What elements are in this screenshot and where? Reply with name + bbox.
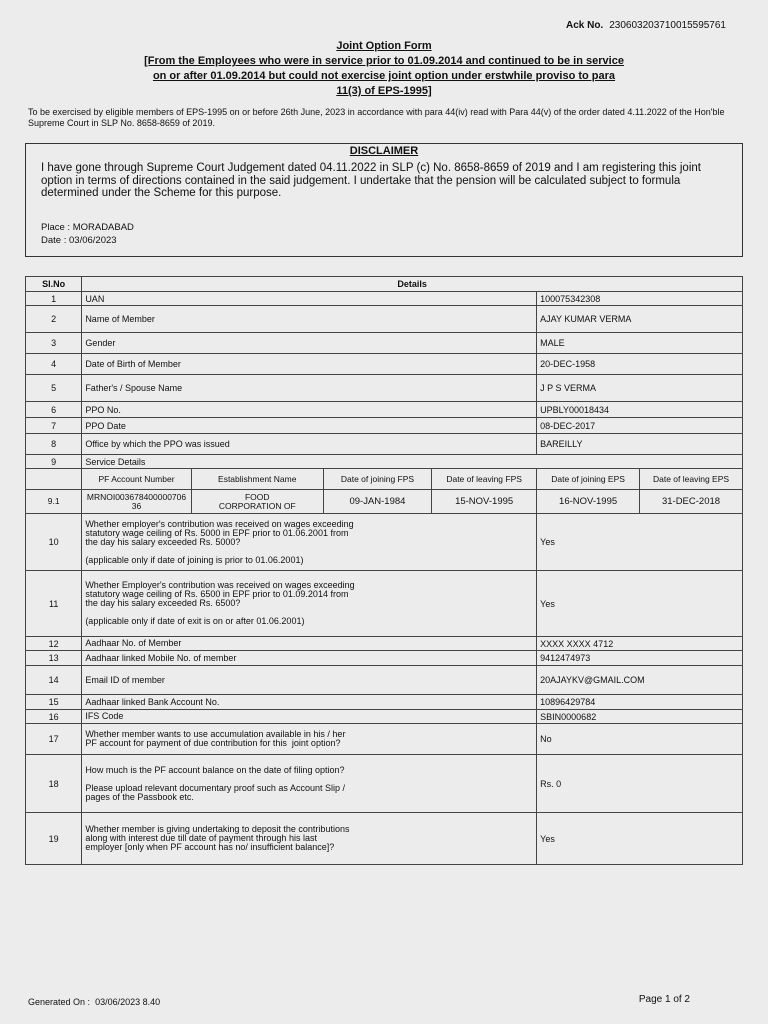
service-column-header: Establishment Name — [191, 469, 323, 490]
service-column-header: Date of joining FPS — [323, 469, 431, 490]
row-label: Date of Birth of Member — [82, 354, 537, 375]
table-row — [26, 651, 743, 666]
row-label: PPO No. — [82, 402, 537, 418]
table-row — [26, 375, 743, 402]
row-number: 8 — [26, 434, 82, 455]
table-row — [26, 666, 743, 695]
service-column-header: Date of joining EPS — [537, 469, 640, 490]
service-cell: 15-NOV-1995 — [432, 490, 537, 514]
service-cell: MRNOI003678400000706 36 — [82, 490, 191, 514]
title-line-3: on or after 01.09.2014 but could not exercise joint option under erstwhile proviso to para — [152, 70, 616, 82]
table-row — [26, 695, 743, 710]
table-row — [26, 354, 743, 375]
row-number: 19 — [26, 813, 82, 865]
table-row — [26, 637, 743, 651]
row-number: 10 — [26, 514, 82, 571]
row-value: 100075342308 — [537, 292, 743, 306]
row-label: Whether member wants to use accumulation available in his / her PF account for payment of due contribution for this joint option? — [82, 724, 537, 755]
place-value: MORADABAD — [72, 222, 134, 233]
row-value: Yes — [537, 571, 743, 637]
row-number: 7 — [26, 418, 82, 434]
header-slno: Sl.No — [26, 277, 82, 292]
table-row — [26, 813, 743, 865]
row-number: 2 — [26, 306, 82, 333]
row-label: Aadhaar linked Bank Account No. — [82, 695, 537, 710]
row-value: J P S VERMA — [537, 375, 743, 402]
row-value: Rs. 0 — [537, 755, 743, 813]
row-number: 16 — [26, 710, 82, 724]
page-number: Page 1 of 2 — [638, 994, 690, 1005]
table-row — [26, 402, 743, 418]
details-table — [25, 276, 743, 865]
row-number: 14 — [26, 666, 82, 695]
title-line-4: 11(3) of EPS-1995] — [336, 85, 432, 97]
row-label: Father's / Spouse Name — [82, 375, 537, 402]
row-label: Email ID of member — [82, 666, 537, 695]
date-value: 03/06/2023 — [69, 235, 117, 246]
row-label: Aadhaar linked Mobile No. of member — [82, 651, 537, 666]
service-cell: 16-NOV-1995 — [537, 490, 640, 514]
disclaimer-box — [25, 143, 743, 257]
row-label: Whether Employer's contribution was received on wages exceeding statutory wage ceiling of Rs. 6500 in EPF prior to 01.09.2014 from the day his salary exceeded Rs. 6500? (applicable only if date of exit is on or after 01.06.2001) — [82, 571, 537, 637]
row-value: 20-DEC-1958 — [537, 354, 743, 375]
service-column-header: PF Account Number — [82, 469, 191, 490]
date-line: Date : 03/06/2023 — [41, 235, 117, 246]
row-number: 6 — [26, 402, 82, 418]
row-number: 9 — [26, 455, 82, 469]
place-line: Place : MORADABAD — [41, 222, 134, 233]
row-label: Whether employer's contribution was received on wages exceeding statutory wage ceiling of Rs. 5000 in EPF prior to 01.06.2001 from the day his salary exceeded Rs. 5000? (applicable only if date of joining is prior to 01.06.2001) — [82, 514, 537, 571]
row-label: UAN — [82, 292, 537, 306]
row-value: UPBLY00018434 — [537, 402, 743, 418]
service-details-row — [26, 455, 743, 469]
row-number: 17 — [26, 724, 82, 755]
row-number: 13 — [26, 651, 82, 666]
table-row — [26, 292, 743, 306]
row-number: 9.1 — [26, 490, 82, 514]
row-number: 18 — [26, 755, 82, 813]
row-label: Name of Member — [82, 306, 537, 333]
title-line-2: [From the Employees who were in service prior to 01.09.2014 and continued to be in service — [144, 55, 624, 67]
row-number: 11 — [26, 571, 82, 637]
table-row — [26, 333, 743, 354]
table-row — [26, 306, 743, 333]
row-value: Yes — [537, 813, 743, 865]
row-value: XXXX XXXX 4712 — [537, 637, 743, 651]
disclaimer-heading: DISCLAIMER — [349, 145, 419, 157]
row-value: MALE — [537, 333, 743, 354]
row-number: 4 — [26, 354, 82, 375]
generated-on: Generated On : 03/06/2023 8.40 — [28, 997, 161, 1007]
row-number: 15 — [26, 695, 82, 710]
row-number: 5 — [26, 375, 82, 402]
row-label: PPO Date — [82, 418, 537, 434]
row-value: 9412474973 — [537, 651, 743, 666]
row-value: 20AJAYKV@GMAIL.COM — [537, 666, 743, 695]
service-data-row — [26, 490, 743, 514]
row-label: IFS Code — [82, 710, 537, 724]
row-value: AJAY KUMAR VERMA — [537, 306, 743, 333]
service-cell: FOOD CORPORATION OF — [191, 490, 323, 514]
row-value: 08-DEC-2017 — [537, 418, 743, 434]
table-header — [26, 277, 743, 292]
row-label: Whether member is giving undertaking to deposit the contributions along with interest due till date of payment through his last employer [only when PF account has no/ insufficient balance]? — [82, 813, 537, 865]
table-row — [26, 755, 743, 813]
service-column-header: Date of leaving FPS — [432, 469, 537, 490]
row-number: 1 — [26, 292, 82, 306]
row-label: Office by which the PPO was issued — [82, 434, 537, 455]
table-row — [26, 710, 743, 724]
service-columns-row — [26, 469, 743, 490]
row-value: 10896429784 — [537, 695, 743, 710]
table-row — [26, 571, 743, 637]
row-value: No — [537, 724, 743, 755]
form-title — [0, 39, 768, 99]
service-cell: 31-DEC-2018 — [640, 490, 743, 514]
header-details: Details — [82, 277, 743, 292]
row-value: Yes — [537, 514, 743, 571]
lead-paragraph: To be exercised by eligible members of EPS-1995 on or before 26th June, 2023 in accordance with para 44(iv) read with Para 44(v) of the order dated 4.11.2022 of the Hon'ble Supreme Court in SLP No. 8658-8659 of 2019. — [28, 107, 725, 128]
row-label: Gender — [82, 333, 537, 354]
row-number: 3 — [26, 333, 82, 354]
row-number: 12 — [26, 637, 82, 651]
table-row — [26, 418, 743, 434]
row-label: Service Details — [82, 455, 743, 469]
row-label: Aadhaar No. of Member — [82, 637, 537, 651]
title-line-1: Joint Option Form — [336, 40, 432, 52]
row-label: How much is the PF account balance on the date of filing option? Please upload relevant documentary proof such as Account Slip / pages of the Passbook etc. — [82, 755, 537, 813]
table-row — [26, 514, 743, 571]
table-row — [26, 724, 743, 755]
disclaimer-text: I have gone through Supreme Court Judgement dated 04.11.2022 in SLP (c) No. 8658-8659 of 2019 and I am registering this joint option in terms of directions contained in the said judgement. I undertake that the pension will be calculated subject to formula determined under the Scheme for this purpose. — [41, 162, 701, 199]
blank-cell — [26, 469, 82, 490]
service-cell: 09-JAN-1984 — [323, 490, 431, 514]
service-column-header: Date of leaving EPS — [640, 469, 743, 490]
row-value: BAREILLY — [537, 434, 743, 455]
row-value: SBIN0000682 — [537, 710, 743, 724]
table-row — [26, 434, 743, 455]
ack-number: Ack No. 2306032037100155957​61 — [565, 20, 726, 31]
